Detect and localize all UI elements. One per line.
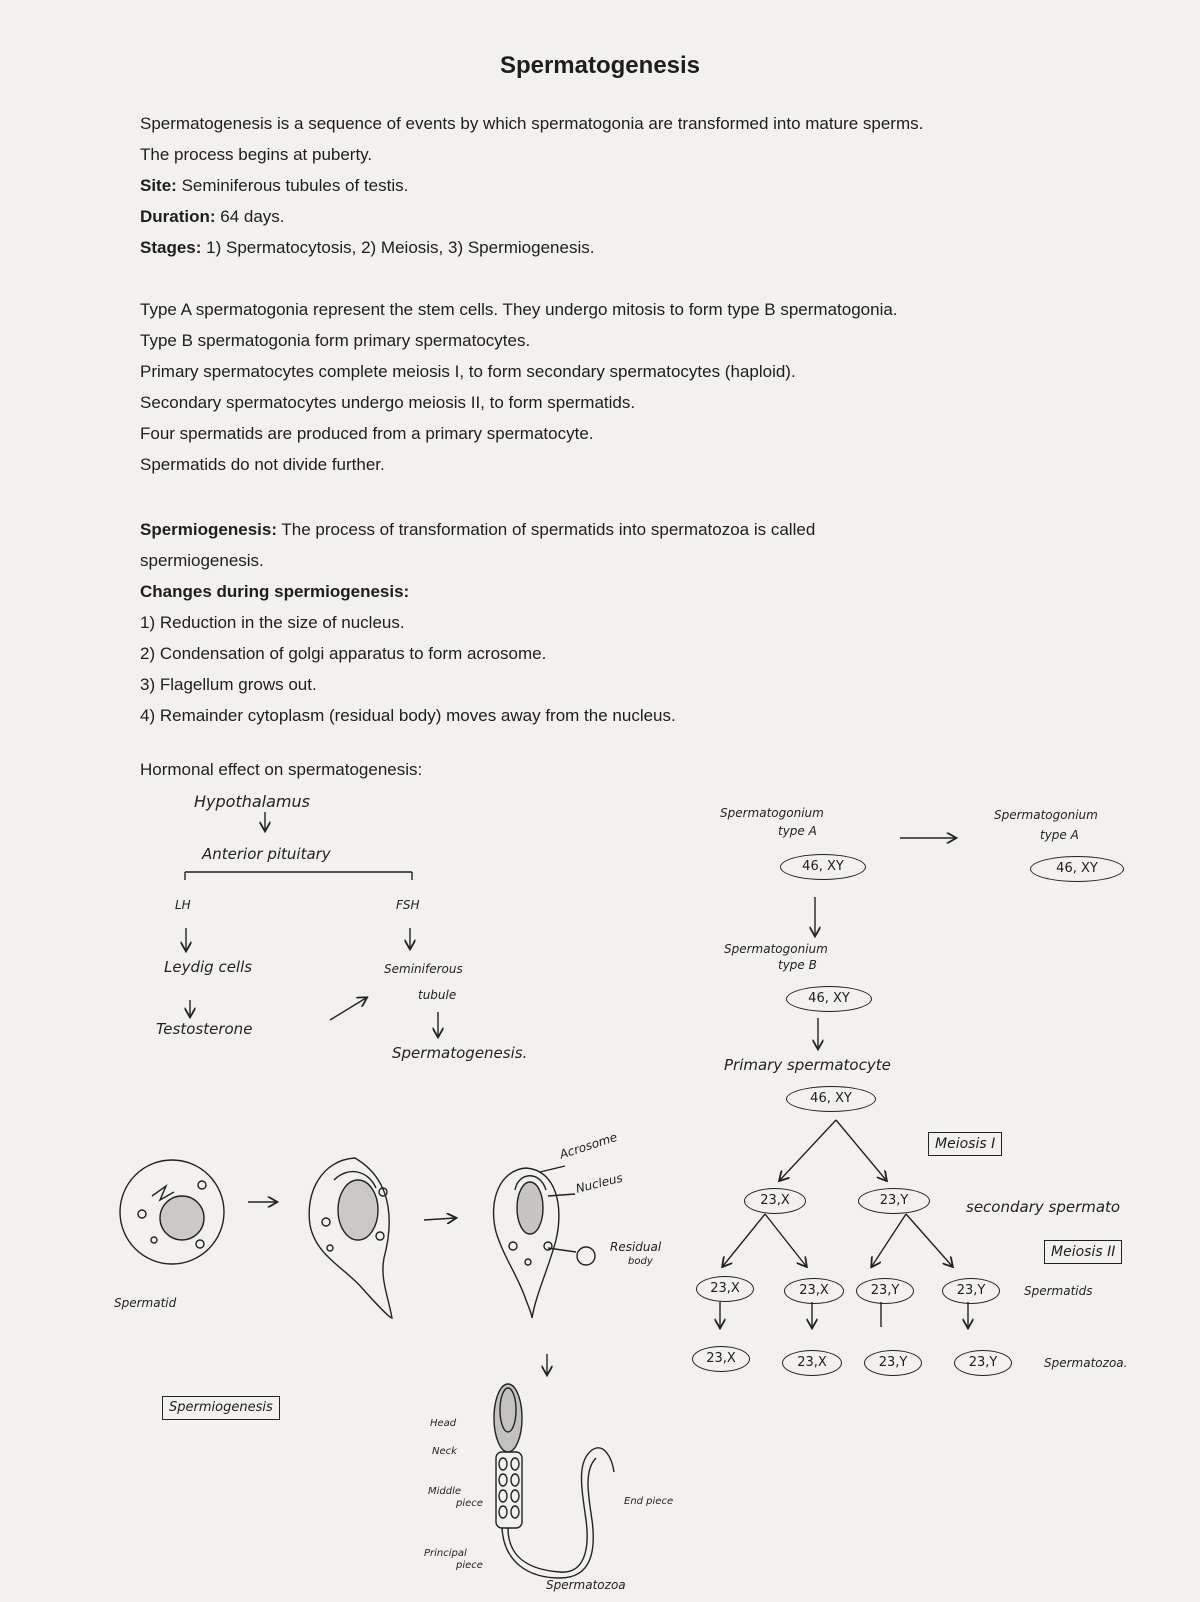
site-value: Seminiferous tubules of testis. [176, 176, 409, 195]
page-title: Spermatogenesis [499, 52, 701, 79]
spermatogonium-a-chromosomes: 46, XY [780, 854, 866, 880]
nucleus-label: Nucleus [574, 1170, 625, 1196]
spermatogonium-b-type: type B [778, 958, 817, 972]
spermatogonium-a-label: Spermatogonium [720, 806, 824, 820]
spermatogonium-a2-type: type A [1040, 828, 1079, 842]
change-item: 3) Flagellum grows out. [140, 675, 317, 694]
testosterone-label: Testosterone [156, 1020, 253, 1038]
stages-value: 1) Spermatocytosis, 2) Meiosis, 3) Spermiogenesis. [201, 238, 595, 257]
spermiogenesis-definition-2: spermiogenesis. [140, 551, 264, 570]
spermiogenesis-label: Spermiogenesis: [140, 520, 277, 539]
stages-label: Stages: [140, 238, 202, 257]
spermatid-chromosomes: 23,Y [942, 1278, 1000, 1304]
residual-body-label-2: body [628, 1256, 653, 1267]
primary-spermatocyte-label: Primary spermatocyte [724, 1056, 891, 1074]
residual-body-label: Residual [610, 1240, 662, 1254]
hypothalamus-label: Hypothalamus [194, 792, 310, 811]
anterior-pituitary-label: Anterior pituitary [202, 845, 331, 863]
process-line: Primary spermatocytes complete meiosis I, to form secondary spermatocytes (haploid). [140, 362, 796, 381]
process-line: Spermatids do not divide further. [140, 455, 385, 474]
spermatogonium-b-chromosomes: 46, XY [786, 986, 872, 1012]
meiosis-1-box: Meiosis I [928, 1132, 1002, 1156]
spermatogonium-a2-label: Spermatogonium [994, 808, 1098, 822]
spermatid-label: Spermatid [114, 1296, 177, 1310]
duration-value: 64 days. [215, 207, 285, 226]
fsh-label: FSH [396, 898, 420, 912]
site-label: Site: [140, 176, 177, 195]
tubule-label: tubule [418, 988, 457, 1002]
intro-line-2: The process begins at puberty. [140, 145, 373, 164]
change-item: 1) Reduction in the size of nucleus. [140, 613, 405, 632]
lh-label: LH [175, 898, 191, 912]
principal-piece-label: Principal [424, 1548, 467, 1559]
change-item: 2) Condensation of golgi apparatus to form acrosome. [140, 644, 547, 663]
head-label: Head [430, 1418, 457, 1429]
neck-label: Neck [432, 1446, 457, 1457]
end-piece-label: End piece [624, 1496, 674, 1507]
secondary-spermatocyte-x: 23,X [744, 1188, 806, 1214]
middle-piece-label: Middle [428, 1486, 462, 1497]
spermiogenesis-box: Spermiogenesis [162, 1396, 280, 1420]
changes-heading: Changes during spermiogenesis: [140, 582, 410, 601]
spermatogonium-a-type: type A [778, 824, 817, 838]
spermatozoon-chromosomes: 23,X [782, 1350, 842, 1376]
process-line: Secondary spermatocytes undergo meiosis II, to form spermatids. [140, 393, 636, 412]
seminiferous-label: Seminiferous [384, 962, 463, 976]
spermatozoa-lineage-label: Spermatozoa. [1044, 1356, 1128, 1370]
middle-piece-label-2: piece [456, 1498, 483, 1509]
change-item: 4) Remainder cytoplasm (residual body) moves away from the nucleus. [140, 706, 676, 725]
spermatid-chromosomes: 23,X [784, 1278, 844, 1304]
secondary-spermatocyte-label: secondary spermato [966, 1198, 1121, 1216]
spermatid-chromosomes: 23,Y [856, 1278, 914, 1304]
spermatozoon-chromosomes: 23,Y [864, 1350, 922, 1376]
spermiogenesis-definition-text: The process of transformation of spermatids into spermatozoa is called [277, 520, 816, 539]
secondary-spermatocyte-y: 23,Y [858, 1188, 930, 1214]
spermatogonium-b-label: Spermatogonium [724, 942, 828, 956]
principal-piece-label-2: piece [456, 1560, 483, 1571]
spermatids-label: Spermatids [1024, 1284, 1093, 1298]
spermatid-chromosomes: 23,X [696, 1276, 754, 1302]
duration-label: Duration: [140, 207, 216, 226]
spermatogenesis-label: Spermatogenesis. [392, 1044, 528, 1062]
meiosis-2-box: Meiosis II [1044, 1240, 1122, 1264]
intro-line-1: Spermatogenesis is a sequence of events by which spermatogonia are transformed into mature sperms. [140, 114, 924, 133]
hormonal-heading: Hormonal effect on spermatogenesis: [140, 760, 423, 779]
process-line: Four spermatids are produced from a primary spermatocyte. [140, 424, 594, 443]
acrosome-label: Acrosome [557, 1129, 619, 1162]
primary-spermatocyte-chromosomes: 46, XY [786, 1086, 876, 1112]
spermatozoon-chromosomes: 23,Y [954, 1350, 1012, 1376]
spermatozoon-chromosomes: 23,X [692, 1346, 750, 1372]
spermatogonium-a2-chromosomes: 46, XY [1030, 856, 1124, 882]
leydig-cells-label: Leydig cells [164, 958, 253, 976]
spermatozoa-label: Spermatozoa [546, 1578, 626, 1592]
process-line: Type A spermatogonia represent the stem cells. They undergo mitosis to form type B spermatogonia. [140, 300, 898, 319]
process-line: Type B spermatogonia form primary spermatocytes. [140, 331, 531, 350]
